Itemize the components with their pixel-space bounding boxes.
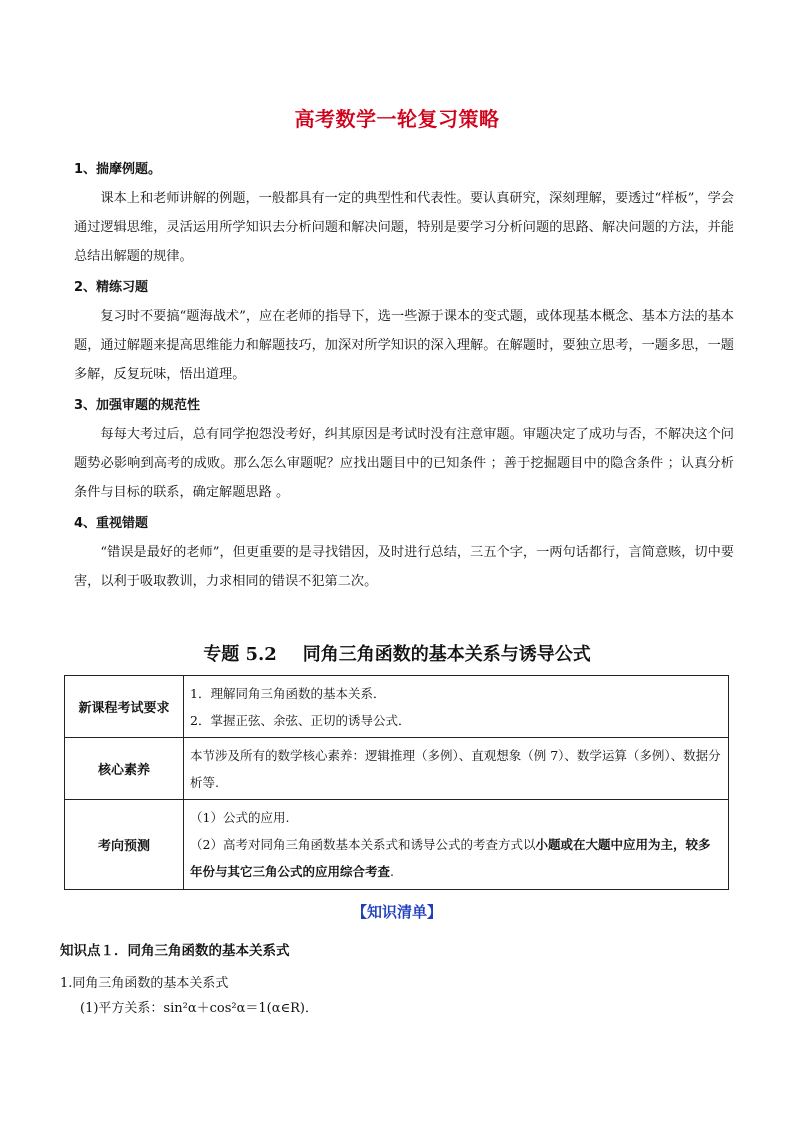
topic-number: 专题 5.2 xyxy=(203,644,277,665)
strategy-body: 复习时不要搞“题海战术”，应在老师的指导下，选一些源于课本的变式题，或体现基本概念、基本方法的基本题，通过解题来提高思维能力和解题技巧，加深对所学知识的深入理解。在解题时，要独立思考，一题多思，一题多解，反复玩味，悟出道理。 xyxy=(74,309,734,382)
row-label: 新课程考试要求 xyxy=(65,676,184,738)
table-row xyxy=(65,800,729,890)
strategy-heading: 4、重视错题 xyxy=(74,516,149,531)
requirements-table xyxy=(64,675,729,890)
table-row xyxy=(65,676,729,738)
requirement-line: 1．理解同角三角函数的基本关系． xyxy=(190,685,386,701)
strategy-body: 课本上和老师讲解的例题，一般都具有一定的典型性和代表性。要认真研究，深刻理解，要透过“样板”，学会通过逻辑思维，灵活运用所学知识去分析问题和解决问题，特别是要学习分析问题的思路、解决问题的方法，并能总结出解题的规律。 xyxy=(74,191,734,264)
strategy-list xyxy=(74,156,734,596)
strategy-heading: 2、精练习题 xyxy=(74,280,149,295)
knowledge-line: 1.同角三角函数的基本关系式 xyxy=(60,976,229,991)
strategy-body: 每每大考过后，总有同学抱怨没考好，纠其原因是考试时没有注意审题。审题决定了成功与否，不解决这个问题势必影响到高考的成败。那么怎么审题呢？应找出题目中的已知条件 ；善于挖掘题目中的隐含条件 ；认真分析条件与目标的联系，确定解题思路 。 xyxy=(74,427,734,500)
topic-title xyxy=(0,640,794,666)
forecast-emphasis: 小题或在大题中应用为主，较多年份与其它三角公式的应用综合考查 xyxy=(190,837,711,879)
row-content xyxy=(184,676,729,738)
topic-name: 同角三角函数的基本关系与诱导公式 xyxy=(302,644,591,665)
row-content: 本节涉及所有的数学核心素养：逻辑推理（多例）、直观想象（例 7）、数学运算（多例）、数据分析等. xyxy=(184,738,729,800)
forecast-line xyxy=(190,831,722,885)
forecast-suffix: . xyxy=(390,864,394,879)
strategy-heading: 3、加强审题的规范性 xyxy=(74,398,201,413)
row-label: 考向预测 xyxy=(65,800,184,890)
strategy-heading: 1、揣摩例题。 xyxy=(74,162,162,177)
row-content xyxy=(184,800,729,890)
forecast-text: （2）高考对同角三角函数基本关系式和诱导公式的考查方式以 xyxy=(190,837,536,852)
formula-line: (1)平方关系：sin²α＋cos²α＝1(α∈R)． xyxy=(80,1001,318,1016)
table-row xyxy=(65,738,729,800)
strategy-body: “错误是最好的老师”，但更重要的是寻找错因，及时进行总结，三五个字，一两句话都行，言简意赅，切中要害，以利于吸取教训，力求相同的错误不犯第二次。 xyxy=(74,545,734,589)
requirement-line: 2．掌握正弦、余弦、正切的诱导公式． xyxy=(190,712,411,728)
knowledge-section-title: 【知识清单】 xyxy=(351,903,442,921)
forecast-line: （1）公式的应用. xyxy=(190,810,290,825)
row-label: 核心素养 xyxy=(65,738,184,800)
document-title: 高考数学一轮复习策略 xyxy=(294,107,500,131)
knowledge-point-title: 知识点１．同角三角函数的基本关系式 xyxy=(60,943,290,959)
